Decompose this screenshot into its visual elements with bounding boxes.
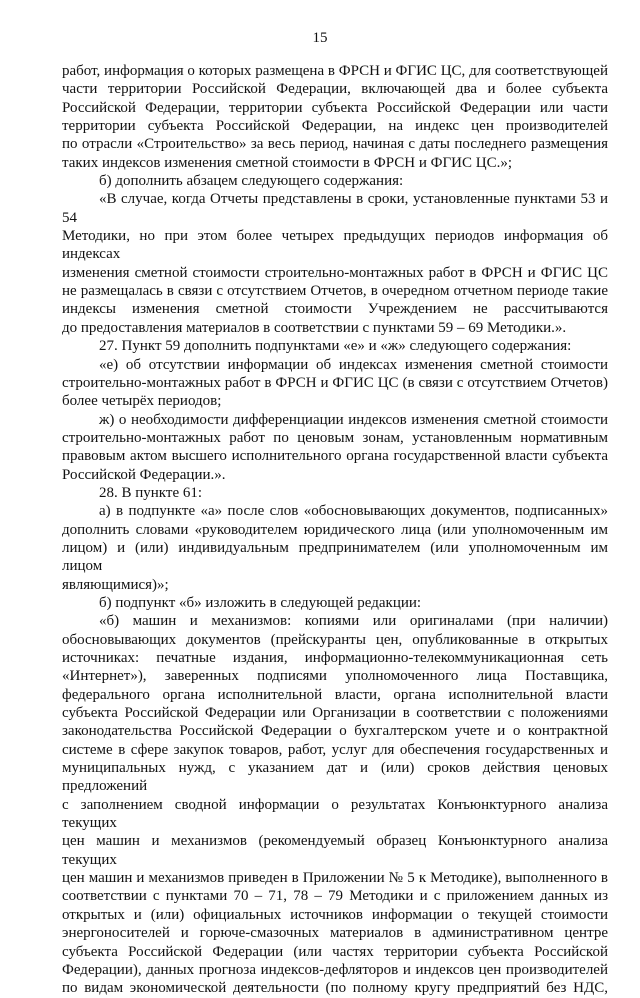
text-line: ж) о необходимости дифференциации индексов изменения сметной стоимости [99, 411, 608, 428]
text-line: части территории Российской Федерации, включающей два и более субъекта [62, 81, 608, 98]
text-line: б) дополнить абзацем следующего содержания: [99, 173, 404, 190]
text-line: б) подпункт «б» изложить в следующей редакции: [99, 594, 422, 611]
text-line: дополнить словами «руководителем юридического лица (или уполномоченным им [62, 521, 608, 538]
text-line: по отрасли «Строительство» за весь период, начиная с даты последнего размещения [62, 136, 608, 153]
text-line: Федерации), данных прогноза индексов-дефляторов и индексов цен производителей [62, 961, 608, 978]
text-line: являющимися)»; [62, 576, 169, 593]
text-line: работ, информация о которых размещена в ФРСН и ФГИС ЦС, для соответствующей [62, 63, 608, 79]
text-line: муниципальных нужд, с указанием дат и (или) сроков действия ценовых предложений [62, 760, 608, 795]
text-line: источниках: печатные издания, информационно-телекоммуникационная сеть [62, 650, 608, 666]
text-line: строительно-монтажных работ в ФРСН и ФГИС ЦС (в связи с отсутствием Отчетов) [62, 374, 608, 391]
text-line: с заполнением сводной информации о результатах Конъюнктурного анализа текущих [62, 796, 608, 832]
text-line: федерального органа исполнительной власти, органа исполнительной власти [62, 686, 608, 703]
text-line: изменения сметной стоимости строительно-монтажных работ в ФРСН и ФГИС ЦС [62, 264, 608, 281]
text-line: «Интернет»), заверенных подписями уполномоченного лица Поставщика, [62, 668, 608, 685]
text-line: открытых и (или) официальных источников информации о текущей стоимости [62, 906, 608, 923]
document-body [62, 62, 608, 998]
text-line: 28. В пункте 61: [99, 484, 203, 501]
text-line: 27. Пункт 59 дополнить подпунктами «е» и «ж» следующего содержания: [99, 338, 572, 355]
text-line: цен машин и механизмов приведен в Приложении № 5 к Методике), выполненного в [62, 870, 608, 887]
text-line: «б) машин и механизмов: копиями или оригиналами (при наличии) [99, 613, 608, 630]
text-line: «е) об отсутствии информации об индексах изменения сметной стоимости [99, 356, 608, 373]
text-line: энергоносителей и горюче-смазочных материалов в административном центре [62, 925, 608, 942]
text-line: субъекта Российской Федерации или Организации в соответствии с положениями [62, 705, 608, 722]
text-line: лицом) и (или) индивидуальным предпринимателем (или уполномоченным им лицом [62, 539, 608, 575]
text-line: субъекта Российской Федерации (или частях территории субъекта Российской [62, 943, 608, 960]
text-line: индексы изменения сметной стоимости Учреждением не рассчитываются [62, 301, 608, 318]
text-line: законодательства Российской Федерации о бухгалтерском учете и о контрактной [62, 723, 608, 740]
text-line: цен машин и механизмов (рекомендуемый образец Конъюнктурного анализа текущих [62, 833, 608, 868]
text-line: а) в подпункте «а» после слов «обосновывающих документов, подписанных» [99, 503, 608, 520]
text-line: правовым актом высшего исполнительного органа государственной власти субъекта [62, 448, 608, 465]
text-line: соответствии с пунктами 70 – 71, 78 – 79 Методики и с приложением данных из [62, 888, 608, 905]
text-line: Российской Федерации.». [62, 466, 226, 483]
text-line: не размещалась в связи с отсутствием Отчетов, в очередном отчетном периоде такие [62, 283, 608, 300]
text-line: таких индексов изменения сметной стоимости в ФРСН и ФГИС ЦС.»; [62, 154, 512, 171]
text-line: по видам экономической деятельности (по полному кругу предприятий без НДС, [62, 980, 608, 997]
page-number: 15 [312, 30, 328, 46]
text-line: территории субъекта Российской Федерации, на индекс цен производителей [62, 118, 608, 135]
text-line: «В случае, когда Отчеты представлены в сроки, установленные пунктами 53 и 54 [62, 191, 608, 226]
text-line: Российской Федерации, территории субъекта Российской Федерации или части [62, 99, 608, 116]
text-line: обосновывающих документов (прейскуранты цен, опубликованные в открытых [62, 631, 608, 648]
text-line: системе в сфере закупок товаров, работ, услуг для обеспечения государственных и [62, 741, 608, 758]
text-line: Методики, но при этом более четырех предыдущих периодов информация об индексах [62, 228, 608, 263]
text-line: более четырёх периодов; [62, 393, 222, 410]
text-line: строительно-монтажных работ по ценовым зонам, установленным нормативным [62, 429, 608, 446]
text-line: до предоставления материалов в соответствии с пунктами 59 – 69 Методики.». [62, 319, 567, 336]
